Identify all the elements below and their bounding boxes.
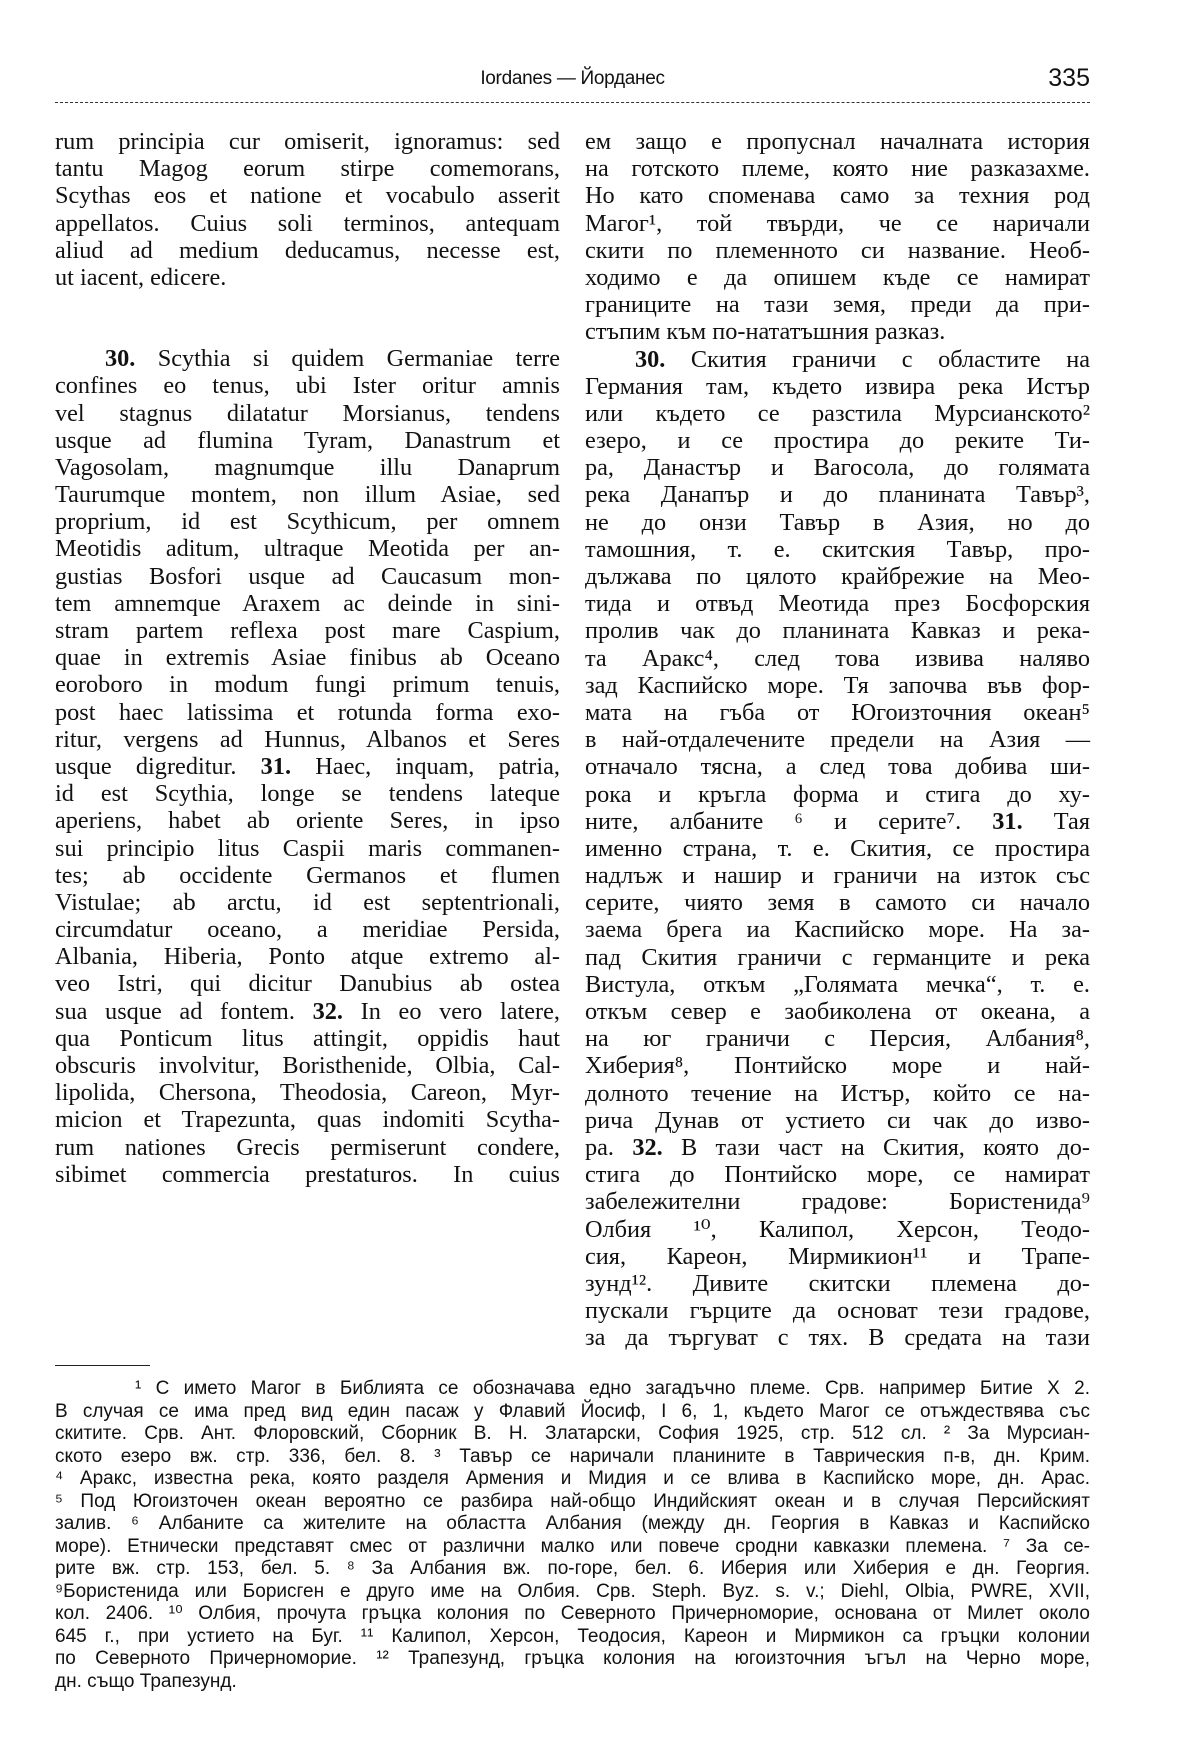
- text-line: tantu Magog eorum stirpe comemorans,: [55, 155, 560, 183]
- text-line: ните, албаните ⁶ и серите⁷. 31. Тая: [585, 807, 1090, 835]
- text-line: Albania, Hiberia, Ponto atque extremo al-: [55, 943, 560, 971]
- text-line: скити по племенното си название. Необ-: [585, 236, 1090, 264]
- text-line: Но като споменава само за техния род: [585, 182, 1090, 210]
- text-line: aliud ad medium deducamus, necesse est,: [55, 236, 560, 264]
- text-line: мата на гъба от Югоизточния океан⁵: [585, 698, 1090, 726]
- paragraph-gap: [55, 291, 560, 345]
- text-line: не до онзи Тавър в Азия, но до: [585, 508, 1090, 536]
- latin-column: [55, 128, 560, 1188]
- section-number: 31.: [260, 752, 292, 780]
- text-line: id est Scythia, longe se tendens lateque: [55, 780, 560, 808]
- text-line: ра, Данастър и Вагосола, до голямата: [585, 454, 1090, 482]
- text-line: именно страна, т. е. Скития, се простира: [585, 834, 1090, 862]
- text-line: забележителни градове: Бористенида⁹: [585, 1188, 1090, 1216]
- footnote-line: ⁵ Под Югоизточен океан вероятно се разбира най-общо Индийският океан и в случая Персийският: [55, 1490, 1090, 1512]
- footnote-line: 645 г., при устието на Буг. ¹¹ Калипол, Херсон, Теодосия, Кареон и Мирмикон са гръцки колонии: [55, 1625, 1090, 1647]
- footnote-line: по Северното Причерноморие. ¹² Трапезунд, гръцка колония на югоизточния ъгъл на Черно море,: [55, 1648, 1090, 1669]
- text-line: тида и отвъд Меотида през Босфорския: [585, 590, 1090, 618]
- text-line: sibimet commercia prestaturos. In cuius: [55, 1160, 560, 1188]
- text-line: stram partem reflexa post mare Caspium,: [55, 617, 560, 644]
- text-line: quae in extremis Asiae finibus ab Oceano: [55, 644, 560, 672]
- text-line: зад Каспийско море. Тя започва във фор-: [585, 671, 1090, 699]
- text-line: rum principia cur omiserit, ignoramus: sed: [55, 128, 560, 155]
- text-line: надлъж и нашир и граничи на изток със: [585, 862, 1090, 890]
- footnote-line: В случая се има пред вид един пасаж у Флавий Йосиф, I 6, 1, където Магог се отъждествява със: [55, 1400, 1090, 1422]
- text-line: езеро, и се простира до реките Ти-: [585, 427, 1090, 455]
- page-number: 335: [1048, 64, 1090, 92]
- footnotes: [55, 1378, 1090, 1693]
- section-number: 31.: [992, 807, 1023, 835]
- section-number: 30.: [105, 345, 136, 373]
- text-line: eoroboro in modum fungi primum tenuis,: [55, 671, 560, 699]
- text-line: пускали гърците да основат тези градове,: [585, 1297, 1090, 1325]
- text-line: Vagosolam, magnumque illu Danaprum: [55, 453, 560, 481]
- text-line: дължава по цялото крайбрежие на Мео-: [585, 563, 1090, 590]
- text-line: в най-отдалечените предели на Азия —: [585, 726, 1090, 754]
- text-line: veo Istri, qui dicitur Danubius ab ostea: [55, 970, 560, 998]
- text-line: Taurumque montem, non illum Asiae, sed: [55, 481, 560, 509]
- text-line: стига до Понтийско море, се намират: [585, 1161, 1090, 1189]
- text-line: post haec latissima et rotunda forma exo-: [55, 698, 560, 726]
- section-30-start: 30. Scythia si quidem Germaniae terre: [105, 345, 560, 373]
- bulgarian-column: [585, 128, 1090, 1351]
- footnote-line: дн. също Трапезунд.: [55, 1670, 237, 1692]
- text-line: tem amnemque Araxem ac deinde in sini-: [55, 589, 560, 617]
- text-line: Олбия ¹⁰, Калипол, Херсон, Теодо-: [585, 1215, 1090, 1243]
- text-line: usque digreditur. 31. Haec, inquam, patria,: [55, 752, 560, 780]
- text-line: река Данапър и до планината Тавър³,: [585, 481, 1090, 509]
- text-line: ritur, vergens ad Hunnus, Albanos et Seres: [55, 725, 560, 753]
- text-line: sua usque ad fontem. 32. In eo vero latere,: [55, 997, 560, 1025]
- text-line: на юг граничи с Персия, Албания⁸,: [585, 1025, 1090, 1053]
- footnote-line: ⁴ Аракс, известна река, която разделя Армения и Мидия и се влива в Каспийско море, дн. Арас.: [55, 1468, 1090, 1489]
- text-line: Meotidis aditum, ultraque Meotida per an-: [55, 535, 560, 563]
- text-line: gustias Bosfori usque ad Caucasum mon-: [55, 562, 560, 590]
- text-line: или където се разстила Мурсианското²: [585, 399, 1090, 427]
- text-line: откъм север е заобиколена от океана, а: [585, 998, 1090, 1025]
- text-line: пролив чак до планината Кавказ и река-: [585, 617, 1090, 645]
- text-line: obscuris involvitur, Boristhenide, Olbia, Cal-: [55, 1052, 560, 1079]
- footnote-line: ¹ С името Магог в Библията се обозначава едно загадъчно племе. Срв. например Битие X 2.: [135, 1378, 1090, 1399]
- text-line: ut iacent, edicere.: [55, 263, 227, 291]
- section-number: 32.: [632, 1133, 663, 1161]
- footnote-line: скитите. Срв. Ант. Флоровский, Сборник В. Н. Златарски, София 1925, стр. 512 сл. ² За Мурсиан-: [55, 1423, 1090, 1444]
- text-line: ра. 32. В тази част на Скития, която до-: [585, 1133, 1090, 1161]
- text-line: proprium, id est Scythicum, per omnem: [55, 508, 560, 536]
- text-line: зунд¹². Дивите скитски племена до-: [585, 1269, 1090, 1297]
- text-line: rum nationes Grecis permiserunt condere,: [55, 1133, 560, 1161]
- section-number: 30.: [635, 345, 666, 373]
- text-line: micion et Trapezunta, quas indomiti Scytha-: [55, 1106, 560, 1134]
- text-line: ходимо е да опишем къде се намират: [585, 263, 1090, 291]
- section-number: 32.: [312, 997, 343, 1025]
- text-line: за да търгуват с тях. В средата на тази: [585, 1324, 1090, 1352]
- text-line: Магог¹, той твърди, че се наричали: [585, 209, 1090, 237]
- text-line: стъпим към по-нататъшния разказ.: [585, 318, 946, 346]
- text-line: та Аракс⁴, след това извива наляво: [585, 644, 1090, 672]
- footnote-line: ското езеро вж. стр. 336, бел. 8. ³ Тавър се наричали планините в Таврическия п-в, дн. Крим.: [55, 1445, 1090, 1467]
- text-line: на готското племе, която ние разказахме.: [585, 155, 1090, 183]
- footnote-line: ⁹Бористенида или Борисген е друго име на Олбия. Срв. Steph. Byz. s. v.; Diehl, Olbia, PWRE, XVII,: [55, 1580, 1090, 1602]
- text-line: рока и кръгла форма и стига до ху-: [585, 780, 1090, 808]
- text-line: confines eo tenus, ubi Ister oritur amnis: [55, 372, 560, 400]
- text-line: Германия там, където извира река Истър: [585, 372, 1090, 400]
- text-line: серите, чиято земя в самото си начало: [585, 889, 1090, 917]
- text-line: qua Ponticum litus attingit, oppidis haut: [55, 1024, 560, 1052]
- text-line: vel stagnus dilatatur Morsianus, tendens: [55, 399, 560, 427]
- text-line: долното течение на Истър, който се на-: [585, 1079, 1090, 1107]
- text-line: tes; ab occidente Germanos et flumen: [55, 861, 560, 889]
- section-30-start: 30. Скития граничи с областите на: [635, 345, 1090, 373]
- text-line: sui principio litus Caspii maris commanen-: [55, 834, 560, 862]
- text-line: lipolida, Chersona, Theodosia, Careon, Myr-: [55, 1079, 560, 1107]
- footnote-line: залив. ⁶ Албаните са жителите на областта Албания (между дн. Георгия в Кавказ и Каспийско: [55, 1513, 1090, 1534]
- text-line: границите на тази земя, преди да при-: [585, 291, 1090, 319]
- text-line: ем защо е пропуснал началната история: [585, 128, 1090, 155]
- text-line: рича Дунав от устието си чак до изво-: [585, 1106, 1090, 1134]
- text-line: usque ad flumina Tyram, Danastrum et: [55, 426, 560, 454]
- text-line: appellatos. Cuius soli terminos, antequam: [55, 209, 560, 237]
- footnote-rule: [55, 1365, 150, 1366]
- text-line: aperiens, habet ab oriente Seres, in ipso: [55, 807, 560, 835]
- footnote-line: море). Етнически представят смес от различни малко или повече сродни кавказки племена. ⁷ За се-: [55, 1535, 1090, 1557]
- text-line: Vistulae; ab arctu, id est septentrionali,: [55, 888, 560, 916]
- text-line: сия, Кареон, Мирмикион¹¹ и Трапе-: [585, 1242, 1090, 1270]
- text-line: пад Скития граничи с германците и река: [585, 943, 1090, 971]
- text-line: тамошния, т. е. скитския Тавър, про-: [585, 535, 1090, 563]
- running-title: Iordanes — Йорданес: [480, 68, 665, 89]
- text-line: circumdatur oceano, a meridiae Persida,: [55, 916, 560, 944]
- footnote-line: рите вж. стр. 153, бел. 5. ⁸ За Албания вж. по-горе, бел. 6. Иберия или Хиберия е дн. Георгия.: [55, 1558, 1090, 1579]
- footnote-line: кол. 2406. ¹⁰ Олбия, прочута гръцка колония по Северното Причерноморие, основана от Милет около: [55, 1603, 1090, 1624]
- text-line: Вистула, откъм „Голямата мечка“, т. е.: [585, 970, 1090, 998]
- text-line: отначало тясна, а след това добива ши-: [585, 753, 1090, 781]
- text-line: Хиберия⁸, Понтийско море и най-: [585, 1052, 1090, 1080]
- running-header: [55, 62, 1090, 103]
- text-line: Scythas eos et natione et vocabulo asserit: [55, 182, 560, 210]
- text-line: заема брега иа Каспийско море. На за-: [585, 916, 1090, 944]
